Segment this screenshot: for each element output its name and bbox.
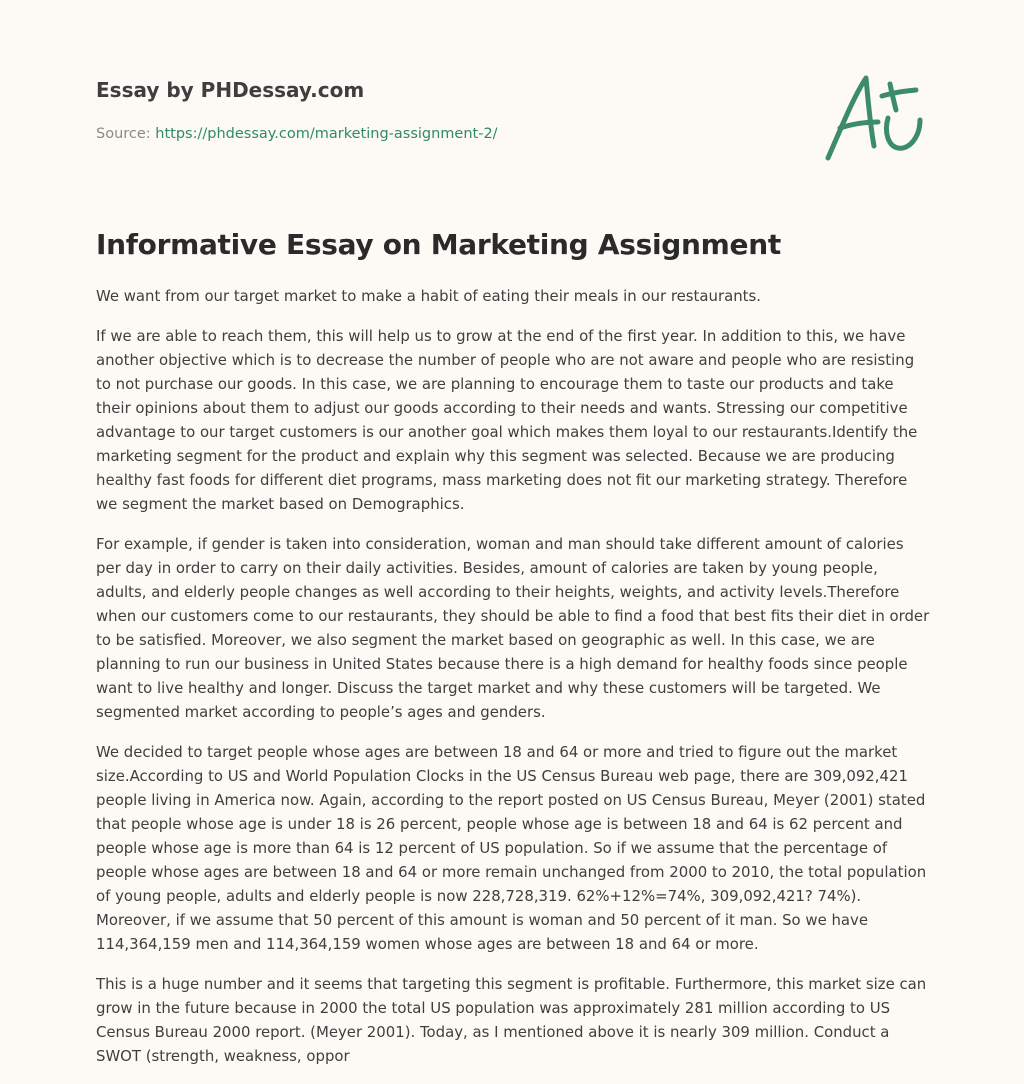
essay-paragraph: For example, if gender is taken into consideration, woman and man should take different amount of calories per day in order to carry on their daily activities. Besides, amount of calories are taken by young people, adults, and elderly people changes as well according to their heights, weights, and activity levels.Therefore when our customers come to our restaurants, they should be able to find a food that best fits their diet in order to be satisfied. Moreover, we also segment the market based on geographic as well. In this case, we are planning to run our business in United States because there is a high demand for healthy foods since people want to live healthy and longer. Discuss the target market and why these customers will be targeted. We segmented market according to people’s ages and genders. xyxy=(96,535,930,721)
essay-paragraph: If we are able to reach them, this will help us to grow at the end of the first year. In addition to this, we have another objective which is to decrease the number of people who are not aware and people who are resisting to not purchase our goods. In this case, we are planning to encourage them to taste our products and take their opinions about them to adjust our goods according to their needs and wants. Stressing our competitive advantage to our target customers is our another goal which makes them loyal to our restaurants.Identify the marketing segment for the product and explain why this segment was selected. Because we are producing healthy fast foods for different diet programs, mass marketing does not fit our marketing strategy. Therefore we segment the market based on Demographics. xyxy=(96,327,918,513)
source-label: Source: xyxy=(96,126,156,142)
essay-paragraph: We decided to target people whose ages are between 18 and 64 or more and tried to figure out the market size.According to US and World Population Clocks in the US Census Bureau web page, there are 309,092,421 people living in America now. Again, according to the report posted on US Census Bureau, Meyer (2001) stated that people whose age is under 18 is 26 percent, people whose age is between 18 and 64 is 62 percent and people whose age is more than 64 is 12 percent of US population. So if we assume that the percentage of people whose ages are between 18 and 64 or more remain unchanged from 2000 to 2010, the total population of young people, adults and elderly people is now 228,728,319. 62%+12%=74%, 309,092,421? 74%). Moreover, if we assume that 50 percent of this amount is woman and 50 percent of it man. So we have 114,364,159 men and 114,364,159 women whose ages are between 18 and 64 or more. xyxy=(96,743,927,953)
essay-paragraph: This is a huge number and it seems that targeting this segment is profitable. Furthermore, this market size can grow in the future because in 2000 the total US population was approximately 281 million according to US Census Bureau 2000 report. (Meyer 2001). Today, as I mentioned above it is nearly 309 million. Conduct a SWOT (strength, weakness, oppor xyxy=(96,975,927,1065)
essay-paragraph: We want from our target market to make a habit of eating their meals in our restaurants. xyxy=(96,287,761,305)
page-header xyxy=(96,76,696,144)
source-link[interactable]: https://phdessay.com/marketing-assignment-2/ xyxy=(155,126,498,142)
essay-body xyxy=(96,284,930,1084)
site-brand: Essay by PHDessay.com xyxy=(96,78,365,102)
a-plus-logo-icon xyxy=(820,66,930,166)
source-line xyxy=(96,124,696,144)
essay-title: Informative Essay on Marketing Assignment xyxy=(96,228,781,261)
